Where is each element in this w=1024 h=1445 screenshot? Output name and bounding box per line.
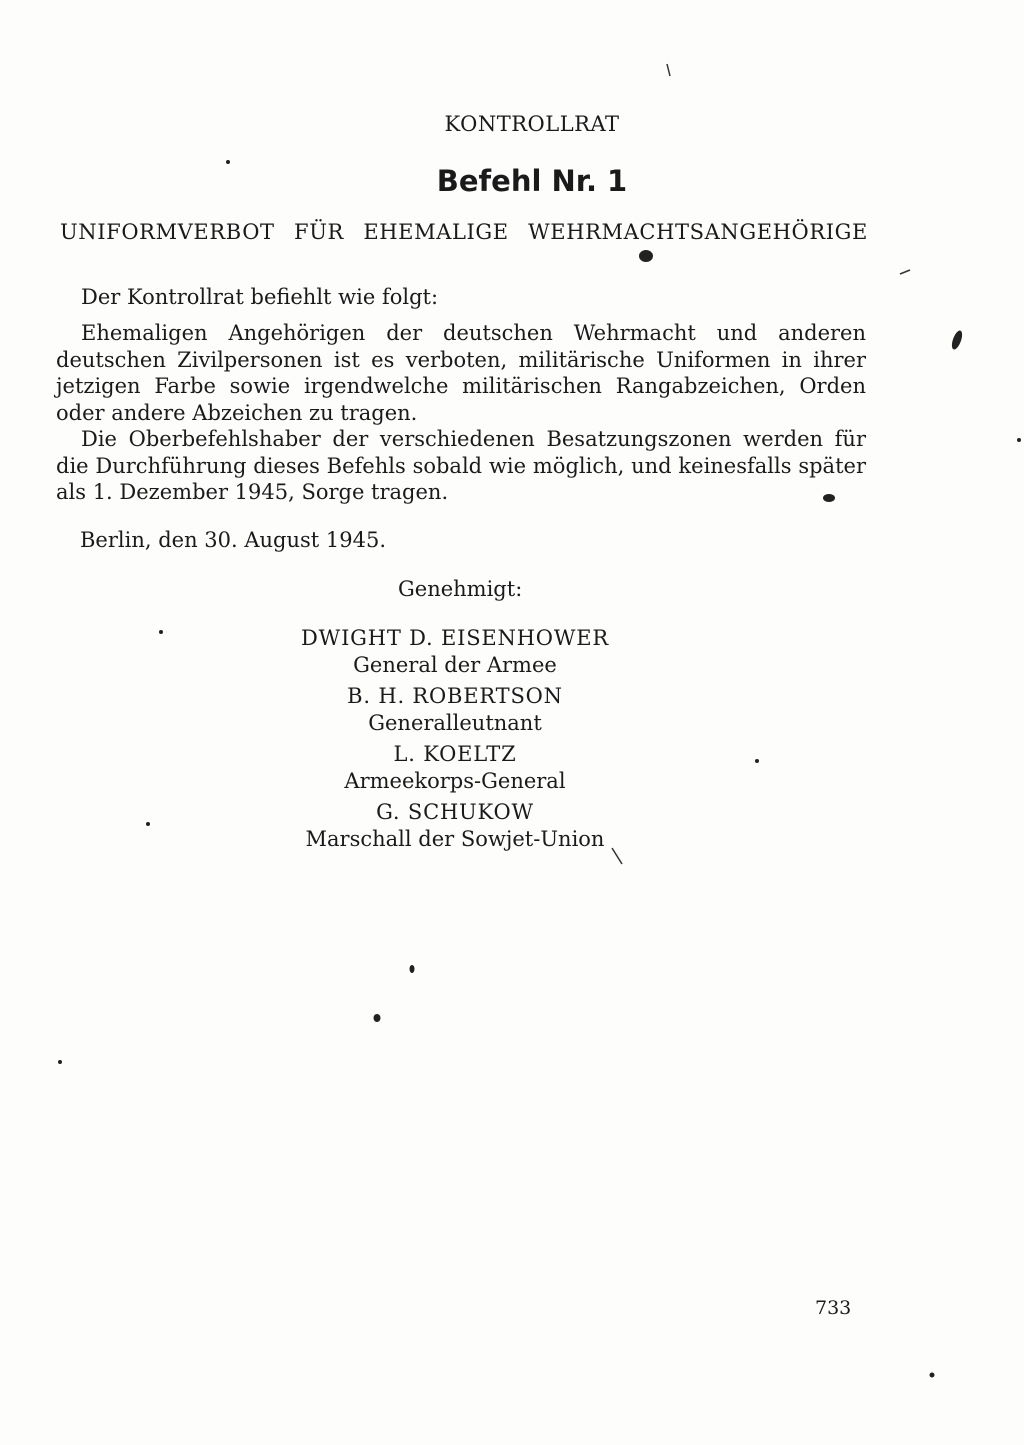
ink-speck (950, 329, 964, 351)
ink-speck (374, 1014, 381, 1022)
scan-scratch (667, 64, 670, 76)
authority-heading: KONTROLLRAT (444, 112, 620, 136)
approved-label: Genehmigt: (398, 577, 523, 601)
signatory (220, 798, 690, 852)
signatory-name: B. H. ROBERTSON (347, 684, 563, 708)
signatories-block (220, 624, 690, 856)
intro-block (56, 284, 866, 311)
signatory-rank: Armeekorps-General (344, 769, 566, 793)
signatory-name: L. KOELTZ (393, 742, 517, 766)
paragraph-uniform-ban: Ehemaligen Angehörigen der deutschen Wehrmacht und anderen deutschen Zivilpersonen ist es verboten, militärische Uniformen in ihrer jetzigen Farbe sowie irgendwelche militärischen Rangabzeichen, Orden oder andere Abzeichen zu tragen. (56, 321, 866, 425)
date-line: Berlin, den 30. August 1945. (80, 528, 387, 552)
ink-speck (146, 822, 150, 826)
signatory (220, 740, 690, 794)
intro-sentence: Der Kontrollrat befiehlt wie folgt: (81, 285, 439, 309)
order-title: Befehl Nr. 1 (436, 164, 628, 198)
ink-speck (410, 965, 415, 973)
signatory (220, 682, 690, 736)
ink-speck (930, 1373, 935, 1378)
ink-speck (755, 759, 759, 763)
signatory-rank: Marschall der Sowjet-Union (305, 827, 605, 851)
order-subject: UNIFORMVERBOT FÜR EHEMALIGE WEHRMACHTSANGEHÖRIGE (60, 220, 868, 244)
ink-speck (159, 630, 163, 634)
paragraph-implementation: Die Oberbefehlshaber der verschiedenen Besatzungszonen werden für die Durchführung dieses Befehls sobald wie möglich, und keinesfalls später als 1. Dezember 1945, Sorge tragen. (56, 427, 866, 504)
scan-scratch (900, 270, 910, 274)
page-number: 733 (815, 1297, 852, 1319)
ink-speck (58, 1060, 62, 1064)
ink-speck (1017, 438, 1021, 442)
signatory-rank: Generalleutnant (368, 711, 542, 735)
signatory (220, 624, 690, 678)
signatory-name: G. SCHUKOW (376, 800, 534, 824)
order-body (56, 320, 866, 506)
signatory-rank: General der Armee (353, 653, 557, 677)
ink-speck (639, 250, 653, 262)
signatory-name: DWIGHT D. EISENHOWER (301, 626, 609, 650)
